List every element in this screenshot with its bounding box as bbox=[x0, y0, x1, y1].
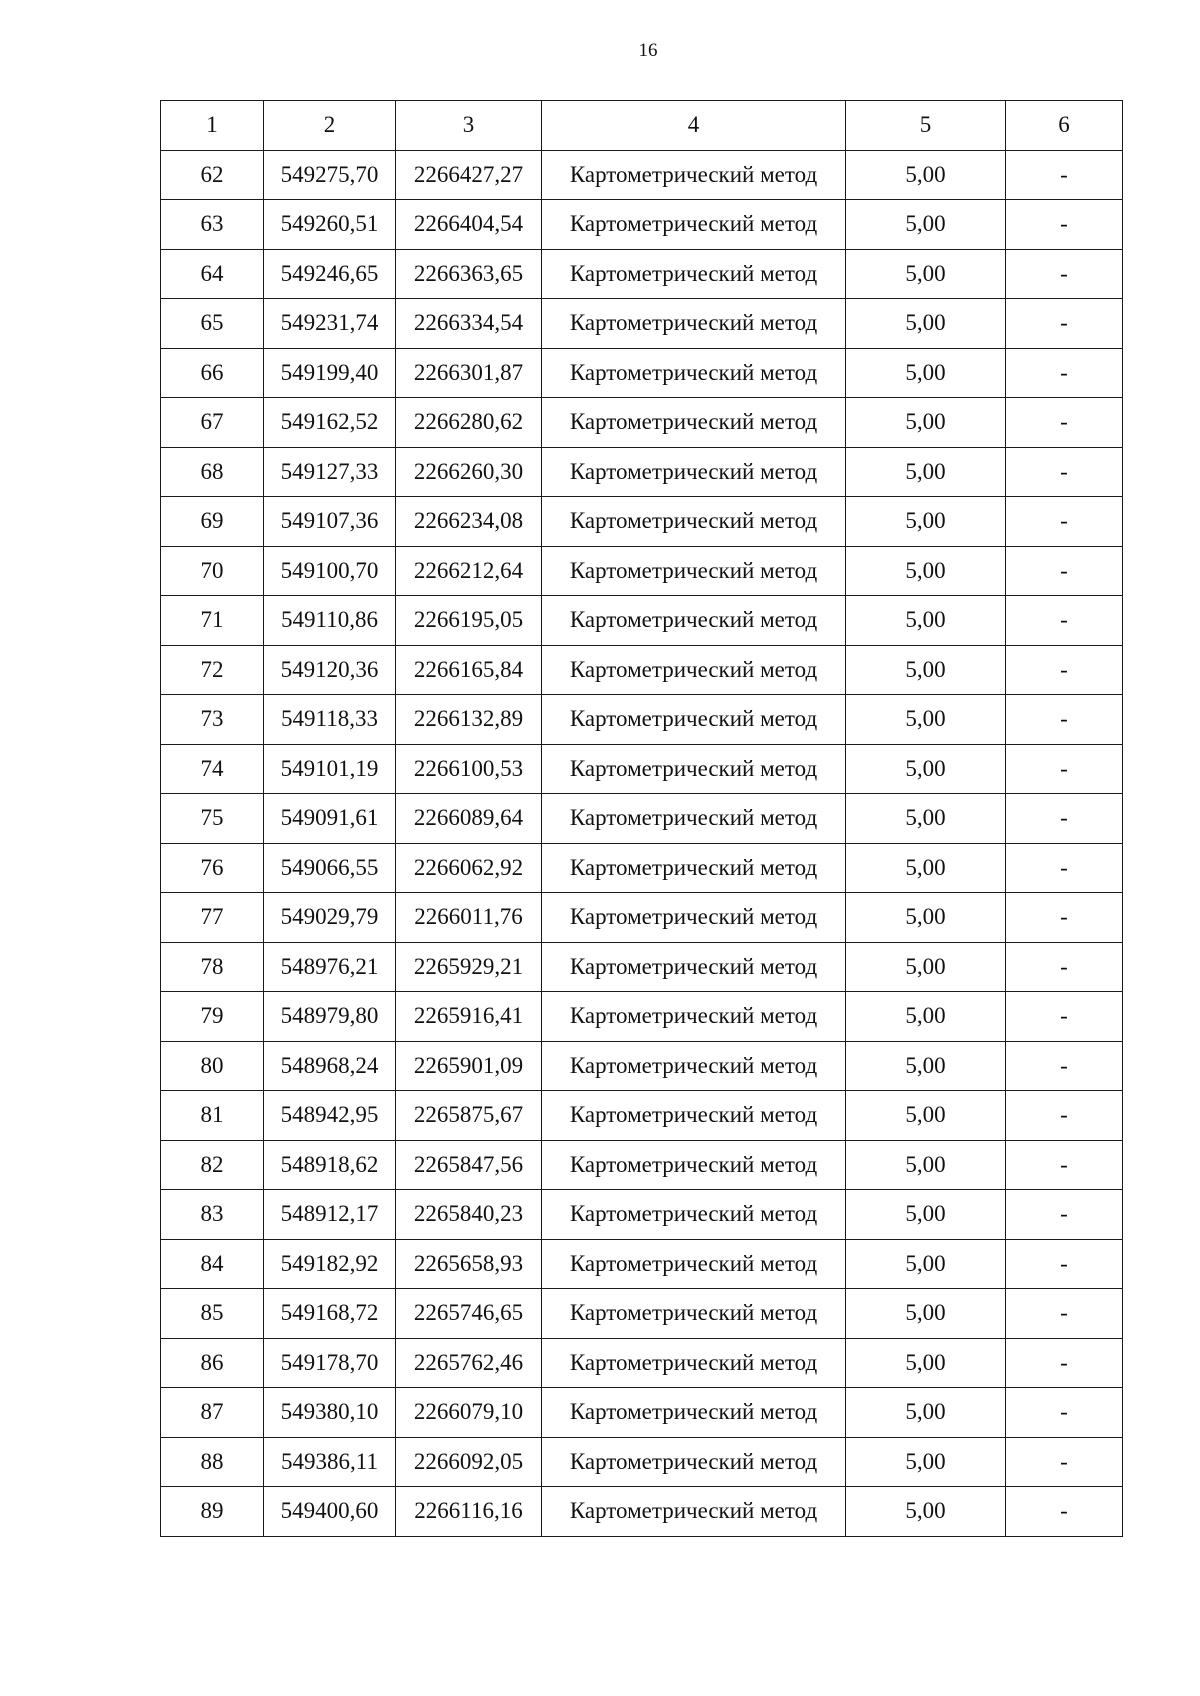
y-coordinate-cell: 2266100,53 bbox=[396, 744, 542, 794]
method-cell: Картометрический метод bbox=[542, 447, 846, 497]
note-cell: - bbox=[1006, 398, 1123, 448]
x-coordinate-cell: 548979,80 bbox=[264, 992, 396, 1042]
method-cell: Картометрический метод bbox=[542, 1289, 846, 1339]
accuracy-cell: 5,00 bbox=[846, 1041, 1006, 1091]
note-cell: - bbox=[1006, 942, 1123, 992]
note-cell: - bbox=[1006, 1190, 1123, 1240]
table-body bbox=[161, 150, 1123, 1536]
method-cell: Картометрический метод bbox=[542, 695, 846, 745]
accuracy-cell: 5,00 bbox=[846, 1289, 1006, 1339]
y-coordinate-cell: 2265929,21 bbox=[396, 942, 542, 992]
table-row bbox=[161, 1338, 1123, 1388]
y-coordinate-cell: 2266116,16 bbox=[396, 1487, 542, 1537]
x-coordinate-cell: 549182,92 bbox=[264, 1239, 396, 1289]
table-row bbox=[161, 1091, 1123, 1141]
accuracy-cell: 5,00 bbox=[846, 596, 1006, 646]
note-cell: - bbox=[1006, 1289, 1123, 1339]
accuracy-cell: 5,00 bbox=[846, 150, 1006, 200]
note-cell: - bbox=[1006, 1437, 1123, 1487]
method-cell: Картометрический метод bbox=[542, 596, 846, 646]
x-coordinate-cell: 548912,17 bbox=[264, 1190, 396, 1240]
y-coordinate-cell: 2266165,84 bbox=[396, 645, 542, 695]
table-row bbox=[161, 744, 1123, 794]
header-cell-6: 6 bbox=[1006, 101, 1123, 151]
x-coordinate-cell: 549118,33 bbox=[264, 695, 396, 745]
x-coordinate-cell: 549029,79 bbox=[264, 893, 396, 943]
point-number-cell: 73 bbox=[161, 695, 264, 745]
method-cell: Картометрический метод bbox=[542, 942, 846, 992]
x-coordinate-cell: 549127,33 bbox=[264, 447, 396, 497]
method-cell: Картометрический метод bbox=[542, 546, 846, 596]
method-cell: Картометрический метод bbox=[542, 299, 846, 349]
y-coordinate-cell: 2266132,89 bbox=[396, 695, 542, 745]
point-number-cell: 84 bbox=[161, 1239, 264, 1289]
note-cell: - bbox=[1006, 1487, 1123, 1537]
y-coordinate-cell: 2266334,54 bbox=[396, 299, 542, 349]
accuracy-cell: 5,00 bbox=[846, 299, 1006, 349]
note-cell: - bbox=[1006, 1239, 1123, 1289]
method-cell: Картометрический метод bbox=[542, 992, 846, 1042]
header-cell-5: 5 bbox=[846, 101, 1006, 151]
x-coordinate-cell: 548976,21 bbox=[264, 942, 396, 992]
note-cell: - bbox=[1006, 348, 1123, 398]
accuracy-cell: 5,00 bbox=[846, 1487, 1006, 1537]
note-cell: - bbox=[1006, 596, 1123, 646]
method-cell: Картометрический метод bbox=[542, 645, 846, 695]
header-cell-2: 2 bbox=[264, 101, 396, 151]
y-coordinate-cell: 2265916,41 bbox=[396, 992, 542, 1042]
y-coordinate-cell: 2266234,08 bbox=[396, 497, 542, 547]
x-coordinate-cell: 549101,19 bbox=[264, 744, 396, 794]
accuracy-cell: 5,00 bbox=[846, 1437, 1006, 1487]
point-number-cell: 67 bbox=[161, 398, 264, 448]
table-row bbox=[161, 596, 1123, 646]
y-coordinate-cell: 2266404,54 bbox=[396, 200, 542, 250]
point-number-cell: 89 bbox=[161, 1487, 264, 1537]
note-cell: - bbox=[1006, 992, 1123, 1042]
table-row bbox=[161, 249, 1123, 299]
point-number-cell: 66 bbox=[161, 348, 264, 398]
x-coordinate-cell: 549120,36 bbox=[264, 645, 396, 695]
method-cell: Картометрический метод bbox=[542, 398, 846, 448]
accuracy-cell: 5,00 bbox=[846, 1140, 1006, 1190]
point-number-cell: 62 bbox=[161, 150, 264, 200]
x-coordinate-cell: 548942,95 bbox=[264, 1091, 396, 1141]
method-cell: Картометрический метод bbox=[542, 1239, 846, 1289]
method-cell: Картометрический метод bbox=[542, 150, 846, 200]
x-coordinate-cell: 549178,70 bbox=[264, 1338, 396, 1388]
x-coordinate-cell: 548968,24 bbox=[264, 1041, 396, 1091]
y-coordinate-cell: 2265847,56 bbox=[396, 1140, 542, 1190]
table-row bbox=[161, 497, 1123, 547]
accuracy-cell: 5,00 bbox=[846, 942, 1006, 992]
method-cell: Картометрический метод bbox=[542, 1338, 846, 1388]
x-coordinate-cell: 549107,36 bbox=[264, 497, 396, 547]
x-coordinate-cell: 549246,65 bbox=[264, 249, 396, 299]
accuracy-cell: 5,00 bbox=[846, 398, 1006, 448]
note-cell: - bbox=[1006, 1140, 1123, 1190]
note-cell: - bbox=[1006, 497, 1123, 547]
table-row bbox=[161, 1239, 1123, 1289]
x-coordinate-cell: 549400,60 bbox=[264, 1487, 396, 1537]
point-number-cell: 71 bbox=[161, 596, 264, 646]
y-coordinate-cell: 2265658,93 bbox=[396, 1239, 542, 1289]
y-coordinate-cell: 2265840,23 bbox=[396, 1190, 542, 1240]
point-number-cell: 70 bbox=[161, 546, 264, 596]
x-coordinate-cell: 549100,70 bbox=[264, 546, 396, 596]
y-coordinate-cell: 2266363,65 bbox=[396, 249, 542, 299]
point-number-cell: 69 bbox=[161, 497, 264, 547]
y-coordinate-cell: 2266195,05 bbox=[396, 596, 542, 646]
y-coordinate-cell: 2266011,76 bbox=[396, 893, 542, 943]
table-row bbox=[161, 1140, 1123, 1190]
x-coordinate-cell: 549162,52 bbox=[264, 398, 396, 448]
point-number-cell: 77 bbox=[161, 893, 264, 943]
accuracy-cell: 5,00 bbox=[846, 645, 1006, 695]
page-number: 16 bbox=[638, 40, 658, 61]
table-row bbox=[161, 893, 1123, 943]
accuracy-cell: 5,00 bbox=[846, 1190, 1006, 1240]
table-row bbox=[161, 843, 1123, 893]
note-cell: - bbox=[1006, 546, 1123, 596]
header-cell-4: 4 bbox=[542, 101, 846, 151]
table-row bbox=[161, 695, 1123, 745]
method-cell: Картометрический метод bbox=[542, 843, 846, 893]
method-cell: Картометрический метод bbox=[542, 1140, 846, 1190]
y-coordinate-cell: 2265746,65 bbox=[396, 1289, 542, 1339]
y-coordinate-cell: 2265901,09 bbox=[396, 1041, 542, 1091]
note-cell: - bbox=[1006, 150, 1123, 200]
note-cell: - bbox=[1006, 249, 1123, 299]
note-cell: - bbox=[1006, 1041, 1123, 1091]
note-cell: - bbox=[1006, 645, 1123, 695]
x-coordinate-cell: 548918,62 bbox=[264, 1140, 396, 1190]
y-coordinate-cell: 2265875,67 bbox=[396, 1091, 542, 1141]
accuracy-cell: 5,00 bbox=[846, 546, 1006, 596]
point-number-cell: 64 bbox=[161, 249, 264, 299]
x-coordinate-cell: 549380,10 bbox=[264, 1388, 396, 1438]
point-number-cell: 88 bbox=[161, 1437, 264, 1487]
y-coordinate-cell: 2266062,92 bbox=[396, 843, 542, 893]
y-coordinate-cell: 2266280,62 bbox=[396, 398, 542, 448]
table-row bbox=[161, 447, 1123, 497]
table-row bbox=[161, 942, 1123, 992]
point-number-cell: 76 bbox=[161, 843, 264, 893]
y-coordinate-cell: 2266212,64 bbox=[396, 546, 542, 596]
point-number-cell: 86 bbox=[161, 1338, 264, 1388]
point-number-cell: 81 bbox=[161, 1091, 264, 1141]
method-cell: Картометрический метод bbox=[542, 1041, 846, 1091]
accuracy-cell: 5,00 bbox=[846, 992, 1006, 1042]
table-row bbox=[161, 794, 1123, 844]
point-number-cell: 78 bbox=[161, 942, 264, 992]
header-cell-1: 1 bbox=[161, 101, 264, 151]
point-number-cell: 83 bbox=[161, 1190, 264, 1240]
y-coordinate-cell: 2266092,05 bbox=[396, 1437, 542, 1487]
accuracy-cell: 5,00 bbox=[846, 794, 1006, 844]
table-row bbox=[161, 1437, 1123, 1487]
x-coordinate-cell: 549091,61 bbox=[264, 794, 396, 844]
header-cell-3: 3 bbox=[396, 101, 542, 151]
point-number-cell: 63 bbox=[161, 200, 264, 250]
coordinates-table bbox=[160, 100, 1123, 1537]
table-row bbox=[161, 1289, 1123, 1339]
accuracy-cell: 5,00 bbox=[846, 447, 1006, 497]
note-cell: - bbox=[1006, 447, 1123, 497]
y-coordinate-cell: 2266089,64 bbox=[396, 794, 542, 844]
y-coordinate-cell: 2266079,10 bbox=[396, 1388, 542, 1438]
table-header bbox=[161, 101, 1123, 151]
point-number-cell: 80 bbox=[161, 1041, 264, 1091]
table-row bbox=[161, 1388, 1123, 1438]
x-coordinate-cell: 549110,86 bbox=[264, 596, 396, 646]
point-number-cell: 85 bbox=[161, 1289, 264, 1339]
note-cell: - bbox=[1006, 794, 1123, 844]
method-cell: Картометрический метод bbox=[542, 1091, 846, 1141]
accuracy-cell: 5,00 bbox=[846, 1091, 1006, 1141]
method-cell: Картометрический метод bbox=[542, 200, 846, 250]
table-row bbox=[161, 992, 1123, 1042]
method-cell: Картометрический метод bbox=[542, 744, 846, 794]
note-cell: - bbox=[1006, 695, 1123, 745]
table-row bbox=[161, 1190, 1123, 1240]
accuracy-cell: 5,00 bbox=[846, 497, 1006, 547]
accuracy-cell: 5,00 bbox=[846, 695, 1006, 745]
x-coordinate-cell: 549066,55 bbox=[264, 843, 396, 893]
y-coordinate-cell: 2265762,46 bbox=[396, 1338, 542, 1388]
table-row bbox=[161, 1041, 1123, 1091]
accuracy-cell: 5,00 bbox=[846, 1239, 1006, 1289]
table-row bbox=[161, 348, 1123, 398]
y-coordinate-cell: 2266301,87 bbox=[396, 348, 542, 398]
point-number-cell: 65 bbox=[161, 299, 264, 349]
method-cell: Картометрический метод bbox=[542, 1487, 846, 1537]
method-cell: Картометрический метод bbox=[542, 249, 846, 299]
accuracy-cell: 5,00 bbox=[846, 843, 1006, 893]
point-number-cell: 75 bbox=[161, 794, 264, 844]
x-coordinate-cell: 549260,51 bbox=[264, 200, 396, 250]
method-cell: Картометрический метод bbox=[542, 1190, 846, 1240]
x-coordinate-cell: 549199,40 bbox=[264, 348, 396, 398]
x-coordinate-cell: 549386,11 bbox=[264, 1437, 396, 1487]
note-cell: - bbox=[1006, 893, 1123, 943]
accuracy-cell: 5,00 bbox=[846, 348, 1006, 398]
x-coordinate-cell: 549168,72 bbox=[264, 1289, 396, 1339]
note-cell: - bbox=[1006, 299, 1123, 349]
note-cell: - bbox=[1006, 1388, 1123, 1438]
x-coordinate-cell: 549275,70 bbox=[264, 150, 396, 200]
table-row bbox=[161, 299, 1123, 349]
method-cell: Картометрический метод bbox=[542, 794, 846, 844]
table-row bbox=[161, 546, 1123, 596]
table-row bbox=[161, 1487, 1123, 1537]
point-number-cell: 79 bbox=[161, 992, 264, 1042]
table-row bbox=[161, 645, 1123, 695]
header-row bbox=[161, 101, 1123, 151]
note-cell: - bbox=[1006, 1338, 1123, 1388]
accuracy-cell: 5,00 bbox=[846, 1388, 1006, 1438]
accuracy-cell: 5,00 bbox=[846, 249, 1006, 299]
table-row bbox=[161, 398, 1123, 448]
method-cell: Картометрический метод bbox=[542, 1437, 846, 1487]
table-row bbox=[161, 200, 1123, 250]
note-cell: - bbox=[1006, 1091, 1123, 1141]
note-cell: - bbox=[1006, 843, 1123, 893]
point-number-cell: 68 bbox=[161, 447, 264, 497]
point-number-cell: 74 bbox=[161, 744, 264, 794]
accuracy-cell: 5,00 bbox=[846, 1338, 1006, 1388]
accuracy-cell: 5,00 bbox=[846, 200, 1006, 250]
y-coordinate-cell: 2266427,27 bbox=[396, 150, 542, 200]
accuracy-cell: 5,00 bbox=[846, 893, 1006, 943]
note-cell: - bbox=[1006, 200, 1123, 250]
method-cell: Картометрический метод bbox=[542, 348, 846, 398]
note-cell: - bbox=[1006, 744, 1123, 794]
point-number-cell: 72 bbox=[161, 645, 264, 695]
point-number-cell: 87 bbox=[161, 1388, 264, 1438]
accuracy-cell: 5,00 bbox=[846, 744, 1006, 794]
x-coordinate-cell: 549231,74 bbox=[264, 299, 396, 349]
table-row bbox=[161, 150, 1123, 200]
method-cell: Картометрический метод bbox=[542, 893, 846, 943]
y-coordinate-cell: 2266260,30 bbox=[396, 447, 542, 497]
point-number-cell: 82 bbox=[161, 1140, 264, 1190]
method-cell: Картометрический метод bbox=[542, 497, 846, 547]
method-cell: Картометрический метод bbox=[542, 1388, 846, 1438]
